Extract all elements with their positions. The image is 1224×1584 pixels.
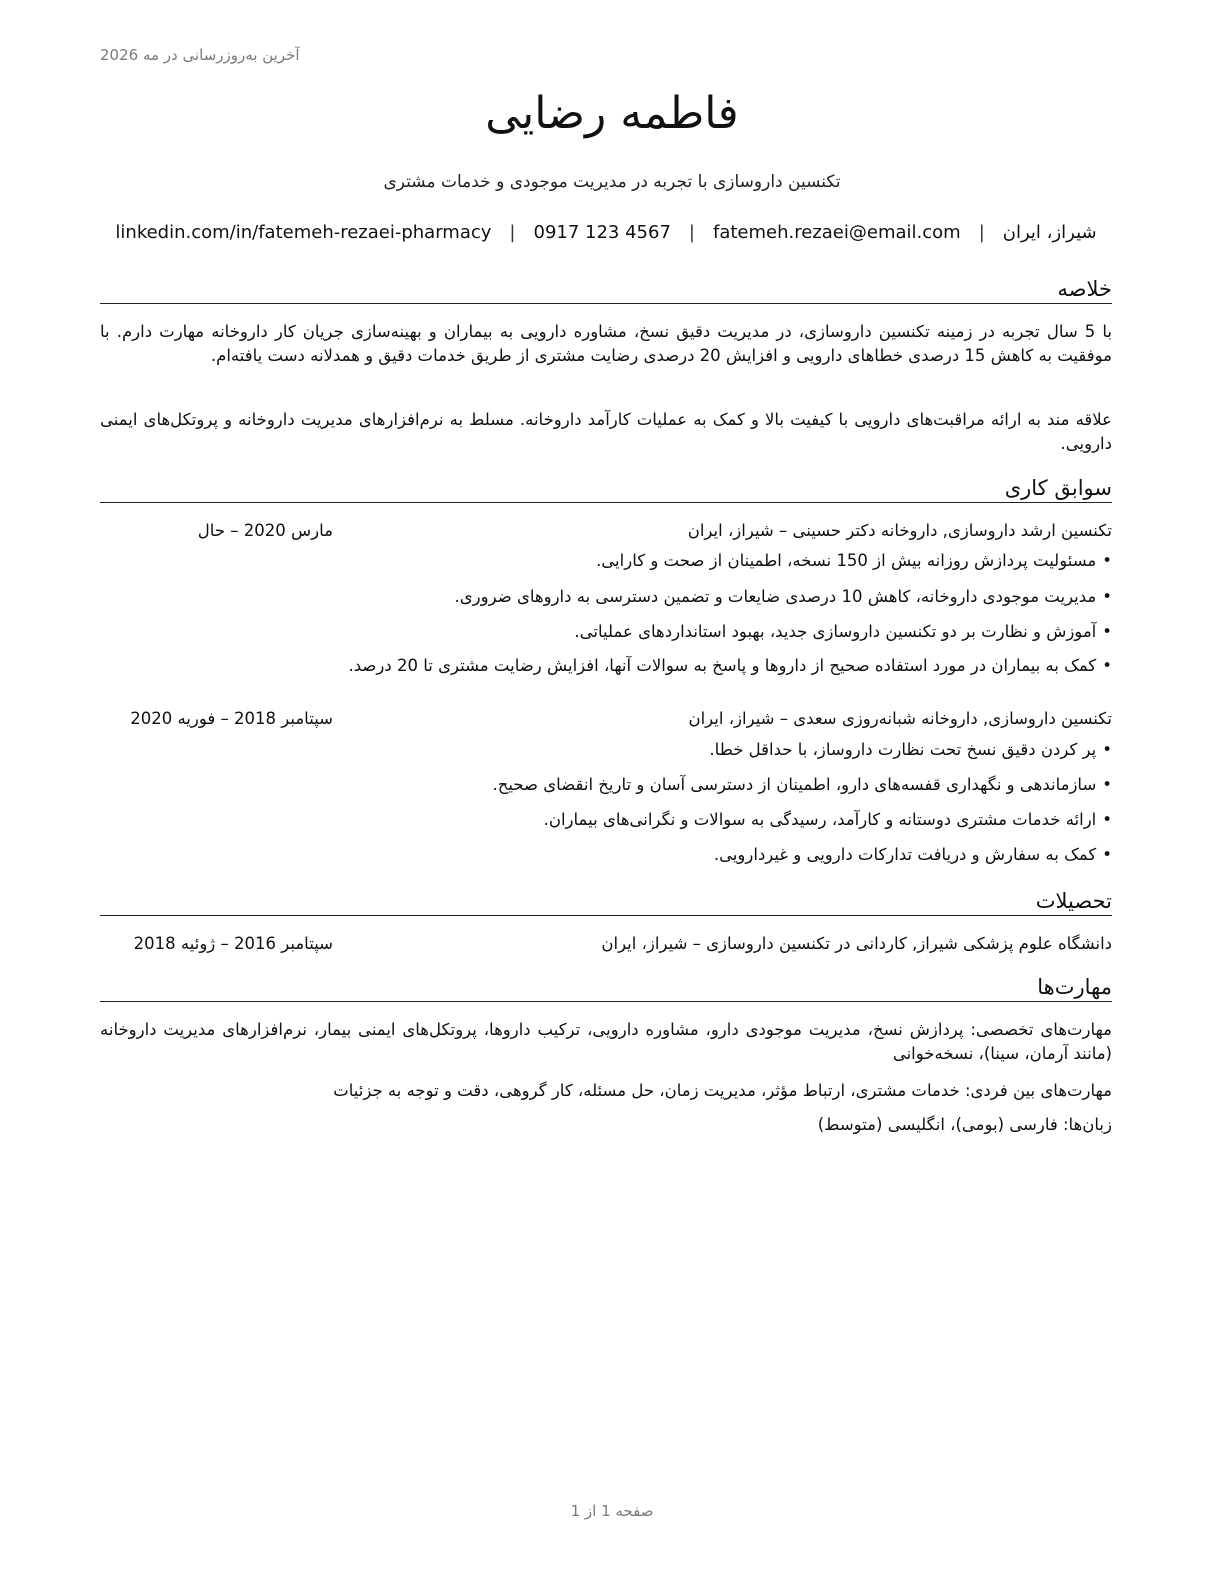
contact-line xyxy=(100,222,1112,243)
job-bullet xyxy=(100,585,1112,609)
bullet-dot: • xyxy=(1102,551,1112,570)
education-degree: دانشگاه علوم پزشکی شیراز, کاردانی در تکنسین داروسازی – شیراز، ایران xyxy=(601,934,1112,953)
bullet-text: ارائه خدمات مشتری دوستانه و کارآمد، رسیدگی به سوالات و نگرانی‌های بیماران. xyxy=(543,810,1097,829)
job-title: تکنسین داروسازی, داروخانه شبانه‌روزی سعدی – شیراز، ایران xyxy=(688,709,1112,728)
education-entry xyxy=(100,932,1112,956)
bullet-dot: • xyxy=(1102,845,1112,864)
bullet-dot: • xyxy=(1102,740,1112,759)
job-bullet xyxy=(100,549,1112,573)
job-bullet xyxy=(100,738,1112,762)
skills-line: مهارت‌های بین فردی: خدمات مشتری، ارتباط مؤثر، مدیریت زمان، حل مسئله، کار گروهی، دقت و توجه به جزئیات xyxy=(333,1081,1112,1100)
bullet-dot: • xyxy=(1102,810,1112,829)
bullet-text: آموزش و نظارت بر دو تکنسین داروسازی جدید، بهبود استانداردهای عملیاتی. xyxy=(574,622,1097,641)
bullet-dot: • xyxy=(1102,775,1112,794)
bullet-dot: • xyxy=(1102,656,1112,675)
contact-phone[interactable]: 0917 123 4567 xyxy=(533,222,671,243)
education-dates: سپتامبر 2016 – ژوئیه 2018 xyxy=(133,934,333,953)
contact-location: شیراز، ایران xyxy=(1002,222,1097,243)
job-dates: مارس 2020 – حال xyxy=(197,521,333,540)
last-updated-note: آخرین به‌روزرسانی در مه 2026 xyxy=(100,46,300,64)
bullet-text: پر کردن دقیق نسخ تحت نظارت داروساز، با حداقل خطا. xyxy=(709,740,1097,759)
candidate-name: فاطمه رضایی xyxy=(485,88,739,139)
contact-linkedin[interactable]: linkedin.com/in/fatemeh-rezaei-pharmacy xyxy=(115,222,492,243)
job-bullet xyxy=(100,654,1112,678)
job-dates: سپتامبر 2018 – فوریه 2020 xyxy=(130,709,333,728)
bullet-dot: • xyxy=(1102,587,1112,606)
skills-line: زبان‌ها: فارسی (بومی)، انگلیسی (متوسط) xyxy=(817,1115,1112,1134)
summary-paragraph: با 5 سال تجربه در زمینه تکنسین داروسازی، در مدیریت دقیق نسخ، مشاوره دارویی به بیماران و بهینه‌سازی جریان کار داروخانه مهارت دارم. با موفقیت به کاهش 15 درصدی خطاهای دارویی و افزایش 20 درصدی رضایت مشتری از طریق خدمات دقیق و همدلانه دست یافته‌ام. xyxy=(100,322,1112,365)
bullet-text: مدیریت موجودی داروخانه، کاهش 10 درصدی ضایعات و تضمین دسترسی به داروهای ضروری. xyxy=(454,587,1097,606)
bullet-text: سازماندهی و نگهداری قفسه‌های دارو، اطمینان از دسترسی آسان و تاریخ انقضای صحیح. xyxy=(492,775,1097,794)
bullet-text: مسئولیت پردازش روزانه بیش از 150 نسخه، اطمینان از صحت و کارایی. xyxy=(596,551,1097,570)
bullet-text: کمک به بیماران در مورد استفاده صحیح از داروها و پاسخ به سوالات آنها، افزایش رضایت مشتری تا 20 درصد. xyxy=(348,656,1097,675)
page-number: صفحه 1 از 1 xyxy=(570,1502,654,1520)
bullet-dot: • xyxy=(1102,622,1112,641)
job-title: تکنسین ارشد داروسازی, داروخانه دکتر حسینی – شیراز، ایران xyxy=(687,521,1112,540)
contact-separator: | xyxy=(978,222,985,243)
summary-paragraph: علاقه مند به ارائه مراقبت‌های دارویی با کیفیت بالا و کمک به عملیات کارآمد داروخانه. مسلط به نرم‌افزارهای مدیریت داروخانه و پروتکل‌های ایمنی دارویی. xyxy=(100,410,1112,453)
summary-heading: خلاصه xyxy=(100,276,1112,304)
candidate-tagline: تکنسین داروسازی با تجربه در مدیریت موجودی و خدمات مشتری xyxy=(383,172,841,192)
job-bullet xyxy=(100,808,1112,832)
job-header xyxy=(100,707,1112,731)
bullet-text: کمک به سفارش و دریافت تدارکات دارویی و غیردارویی. xyxy=(713,845,1097,864)
experience-heading: سوابق کاری xyxy=(100,475,1112,503)
skills-heading: مهارت‌ها xyxy=(100,974,1112,1002)
contact-separator: | xyxy=(688,222,695,243)
contact-email[interactable]: fatemeh.rezaei@email.com xyxy=(713,222,961,243)
job-header xyxy=(100,519,1112,543)
skills-line: مهارت‌های تخصصی: پردازش نسخ، مدیریت موجودی دارو، مشاوره دارویی، ترکیب داروها، پروتکل‌های ایمنی بیمار، نرم‌افزارهای مدیریت داروخانه (مانند آرمان، سینا)، نسخه‌خوانی xyxy=(100,1020,1112,1063)
job-bullet xyxy=(100,843,1112,867)
job-bullet xyxy=(100,620,1112,644)
education-heading: تحصیلات xyxy=(100,888,1112,916)
job-bullet xyxy=(100,773,1112,797)
contact-separator: | xyxy=(509,222,516,243)
